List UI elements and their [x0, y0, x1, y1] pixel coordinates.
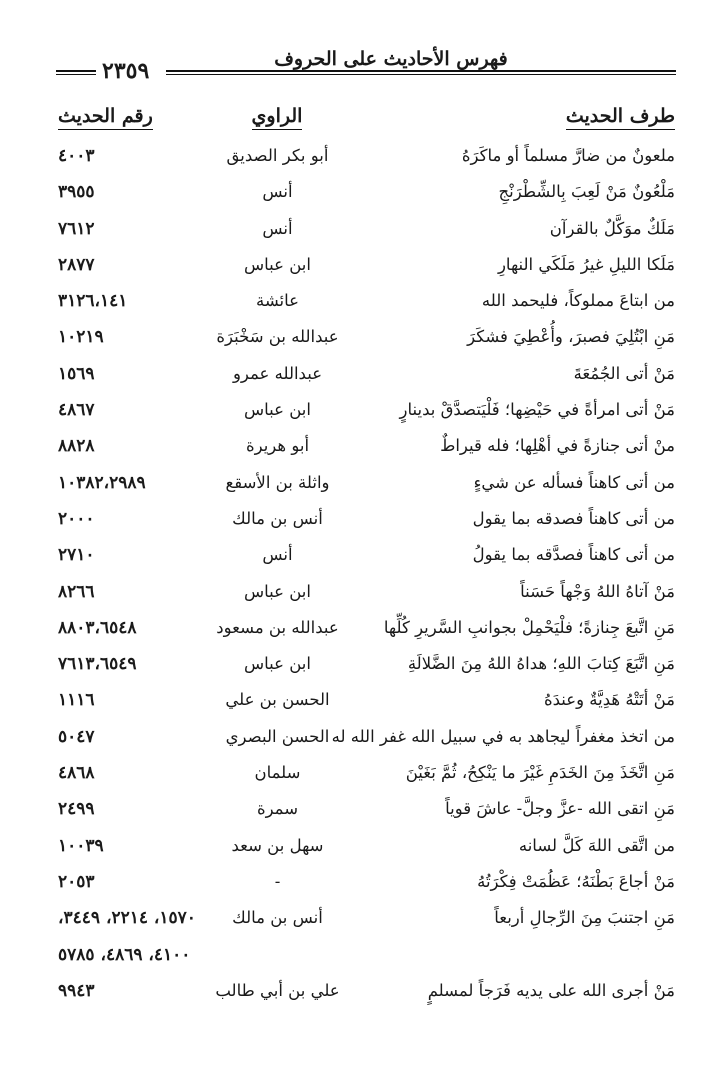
table-row: [0, 904, 703, 940]
narrator: سلمان: [254, 763, 301, 783]
hadith-text: مَنْ أتى الجُمُعَةَ: [573, 363, 675, 383]
hadith-number: ٢٤٩٩: [58, 799, 95, 820]
hadith-text: مَنِ ابْتُلِيَ فصبرَ، وأُعْطِيَ فشكَرَ: [467, 327, 675, 347]
header-rule-left: [56, 70, 96, 75]
hadith-number: ٢٨٧٧: [58, 254, 95, 275]
table-row: [0, 686, 703, 722]
hadith-number: ١٠٣٨٢،٢٩٨٩: [58, 472, 146, 493]
header-rule: [166, 70, 676, 75]
column-header-number: رقم الحديث: [58, 105, 153, 127]
narrator: أبو هريرة: [245, 436, 310, 456]
hadith-number: ٤٠٠٣: [58, 146, 95, 166]
narrator: أنس: [262, 182, 293, 202]
hadith-text: مَنِ اتَّبعَ جِنازةً؛ فلْيَحْمِلْ بجوانبِ السَّريرِ كُلِّها: [383, 617, 675, 637]
table-row: [0, 832, 703, 868]
column-header-text: طرف الحديث: [566, 105, 675, 127]
narrator: أنس: [262, 218, 293, 238]
table-row: [0, 432, 703, 468]
hadith-number: ٨٨٠٣،٦٥٤٨: [58, 617, 137, 638]
narrator: أنس بن مالك: [232, 908, 323, 928]
narrator: سمرة: [256, 799, 299, 819]
hadith-number: ٧٦١٣،٦٥٤٩: [58, 654, 137, 675]
narrator: سهل بن سعد: [231, 835, 324, 855]
hadith-text: مَنْ أجاعَ بَطْنَهُ؛ عَظُمَتْ فِكْرَتُهُ: [477, 871, 675, 891]
narrator: واثلة بن الأسقع: [225, 472, 330, 492]
page-number: ٢٣٥٩: [96, 58, 155, 84]
table-row: [0, 251, 703, 287]
hadith-text: من اتَّقى اللهَ كَلَّ لسانه: [518, 835, 675, 855]
narrator: ابن عباس: [244, 581, 311, 601]
table-row: [0, 614, 703, 650]
hadith-text: مَلْعُونٌ مَنْ لَعِبَ بِالشِّطْرَنْجِ: [498, 182, 675, 202]
narrator: الحسن بن علي: [225, 690, 330, 710]
hadith-index-table: [0, 142, 703, 1013]
hadith-number: ٧٦١٢: [58, 218, 95, 239]
table-row: [0, 759, 703, 795]
table-row: [0, 323, 703, 359]
hadith-number: ٢٠٥٣: [58, 871, 95, 892]
hadith-number: ٣١٢٦،١٤١: [58, 291, 128, 312]
narrator: عبدالله عمرو: [232, 363, 323, 383]
hadith-text: من اتخذ مغفراً ليجاهد به في سبيل الله غفر الله له: [331, 726, 675, 746]
narrator: ابن عباس: [244, 254, 311, 274]
table-row: [0, 541, 703, 577]
page-header: [56, 48, 676, 84]
hadith-number: ٤١٠٠، ٤٨٦٩، ٥٧٨٥: [58, 944, 191, 965]
hadith-text: منْ أتى جنازةً في أهْلِها؛ فله قيراطٌ: [440, 436, 675, 456]
narrator: الحسن البصري: [225, 726, 330, 746]
hadith-text: مَنِ اتَّخَذَ مِنَ الخَدَمِ غَيْرَ ما يَنْكِحُ، ثُمَّ بَغَيْنَ: [405, 763, 675, 783]
table-row: [0, 650, 703, 686]
table-row: [0, 396, 703, 432]
narrator: أنس بن مالك: [232, 508, 323, 528]
hadith-text: مَلَكٌ موَكَّلٌ بالقرآن: [549, 218, 675, 238]
hadith-text: مَنْ أجرى الله على يديه فَرَجاً لمسلمٍ: [427, 980, 675, 1000]
running-title: فهرس الأحاديث على الحروف: [226, 48, 556, 70]
hadith-number: ١٠٢١٩: [58, 327, 104, 348]
hadith-text: مَنْ أتَتْهُ هَدِيَّةٌ وعندَهُ: [543, 690, 675, 710]
table-row: [0, 287, 703, 323]
narrator: عائشة: [255, 291, 300, 311]
hadith-number: ٤٨٦٨: [58, 763, 95, 784]
hadith-text: ملعونٌ من ضارَّ مسلماً أو ماكَرَهُ: [461, 146, 675, 165]
narrator: أبو بكر الصديق: [226, 146, 329, 165]
table-row: [0, 723, 703, 759]
hadith-number: ٨٨٢٨: [58, 436, 95, 457]
table-row: [0, 795, 703, 831]
hadith-number: ١٥٦٩: [58, 363, 95, 384]
narrator: علي بن أبي طالب: [215, 980, 340, 1000]
hadith-number: ٨٢٦٦: [58, 581, 95, 602]
hadith-number: ٢٠٠٠: [58, 508, 95, 529]
narrator: أنس: [262, 545, 293, 565]
narrator: ابن عباس: [244, 654, 311, 674]
table-row: [0, 178, 703, 214]
hadith-number: ٥٠٤٧: [58, 726, 95, 747]
narrator: ابن عباس: [244, 400, 311, 420]
table-row: [0, 977, 703, 1013]
hadith-text: مَنِ اتَّبَعَ كِتابَ اللهِ؛ هداهُ اللهُ مِنَ الضَّلالَةِ: [407, 654, 675, 674]
table-row: [0, 469, 703, 505]
hadith-number: ١٠٠٣٩: [58, 835, 104, 856]
hadith-text: مَنِ اجتنبَ مِنَ الرِّجالِ أربعاً: [494, 908, 675, 928]
hadith-number: ٣٩٥٥: [58, 182, 95, 203]
hadith-number: ٩٩٤٣: [58, 980, 95, 1001]
table-row: [0, 505, 703, 541]
narrator: عبدالله بن سَخْبَرَة: [216, 327, 339, 347]
column-header-narrator: الراوي: [232, 105, 322, 127]
hadith-text: من أتى كاهناً فصدقه بما يقول: [472, 508, 675, 528]
table-row: [0, 215, 703, 251]
hadith-text: من أتى كاهناً فسأله عن شيءٍ: [473, 472, 675, 492]
table-row: [0, 941, 703, 977]
hadith-number: ٢٧١٠: [58, 545, 95, 566]
hadith-text: مَلَكا الليلِ غيرُ مَلَكَي النهارِ: [497, 254, 675, 274]
narrator: -: [274, 871, 281, 891]
table-row: [0, 868, 703, 904]
hadith-text: مَنْ أتى امرأةً في حَيْضِها؛ فَلْيَتصدَّقْ بدينارٍ: [399, 400, 675, 420]
table-row: [0, 578, 703, 614]
hadith-number: ١١١٦: [58, 690, 95, 711]
hadith-text: مَنْ آتاهُ اللهُ وَجْهاً حَسَناً: [520, 581, 675, 601]
hadith-text: مَنِ اتقى الله -عزَّ وجلَّ- عاشَ قوياً: [445, 799, 675, 819]
narrator: عبدالله بن مسعود: [216, 617, 339, 637]
table-row: [0, 360, 703, 396]
hadith-number: ١٥٧٠، ٢٢١٤، ٣٤٤٩،: [58, 908, 196, 929]
hadith-text: من ابتاعَ مملوكاً، فليحمد الله: [481, 291, 675, 311]
hadith-text: من أتى كاهناً فصدَّقه بما يقولُ: [472, 545, 675, 565]
table-row: [0, 142, 703, 178]
hadith-number: ٤٨٦٧: [58, 400, 95, 421]
